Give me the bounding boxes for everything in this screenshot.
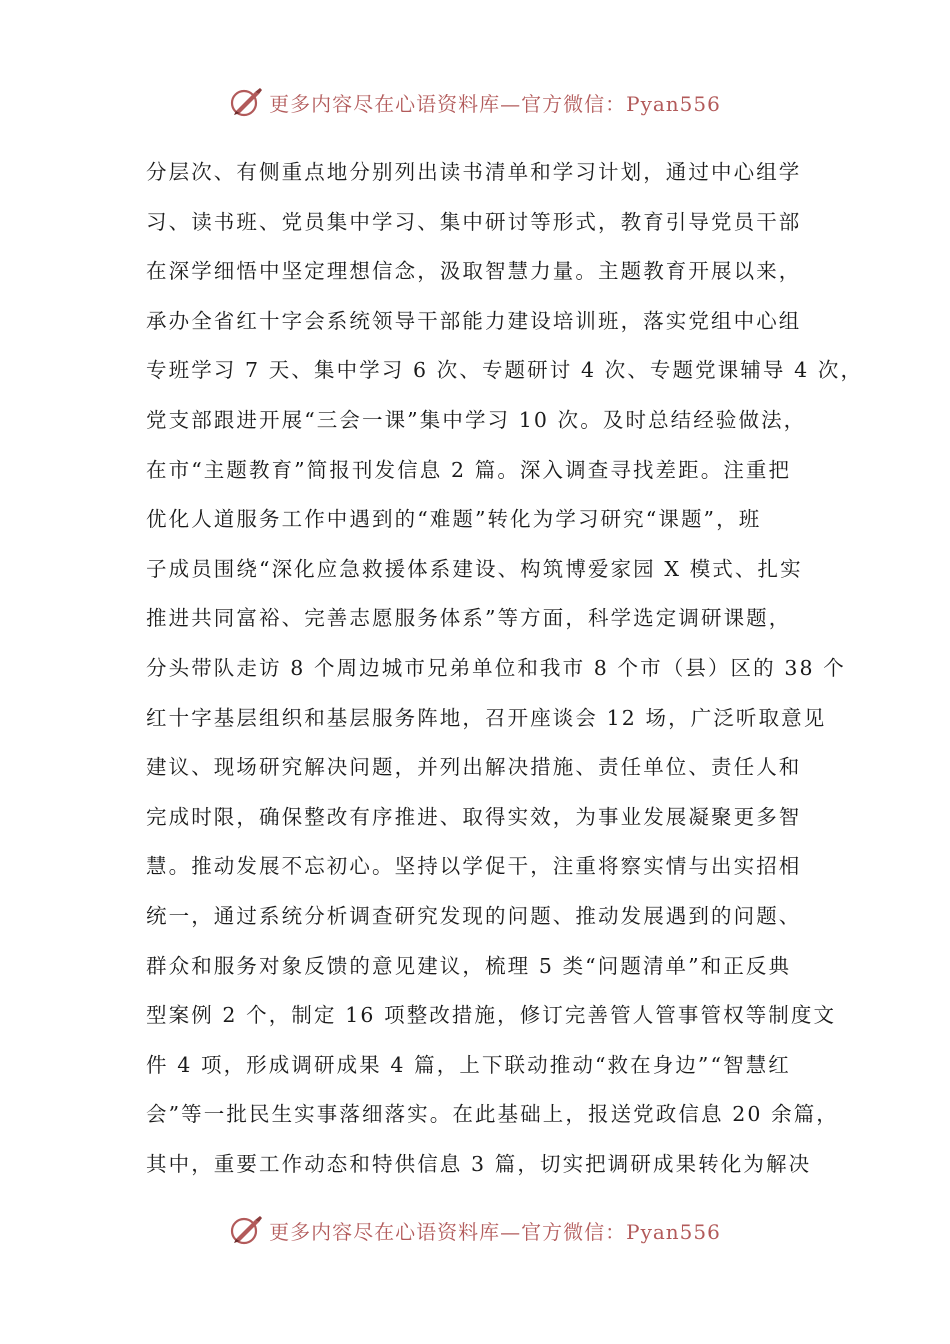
body-text-line: 子成员围绕“深化应急救援体系建设、构筑博爱家园 X 模式、扎实 [146,556,803,581]
header-banner-text: 更多内容尽在心语资料库—官方微信：Pyan556 [269,91,721,116]
body-text-line: 推进共同富裕、完善志愿服务体系”等方面，科学选定调研课题， [146,606,792,631]
body-text-line: 红十字基层组织和基层服务阵地，召开座谈会 12 场，广泛听取意见 [146,705,827,730]
body-text-line: 统一，通过系统分析调查研究发现的问题、推动发展遇到的问题、 [146,903,802,928]
body-text-line: 型案例 2 个，制定 16 项整改措施，修订完善管人管事管权等制度文 [146,1003,837,1028]
body-text-line: 承办全省红十字会系统领导干部能力建设培训班，落实党组中心组 [146,308,802,333]
body-text-line: 会”等一批民生实事落细落实。在此基础上，报送党政信息 20 余篇， [146,1102,839,1127]
body-text-line: 专班学习 7 天、集中学习 6 次、专题研讨 4 次、专题党课辅导 4 次， [146,358,864,383]
body-text-line: 优化人道服务工作中遇到的“难题”转化为学习研究“课题”，班 [146,507,762,532]
body-text-line: 其中，重要工作动态和特供信息 3 篇，切实把调研成果转化为解决 [146,1151,812,1176]
body-text-line: 慧。推动发展不忘初心。坚持以学促干，注重将察实情与出实招相 [146,854,802,879]
body-text-line: 分层次、有侧重点地分别列出读书清单和学习计划，通过中心组学 [146,160,802,184]
footer-watermark-banner [0,1210,950,1250]
body-text-line: 在市“主题教育”简报刊发信息 2 篇。深入调查寻找差距。注重把 [146,457,792,482]
body-text-line: 分头带队走访 8 个周边城市兄弟单位和我市 8 个市（县）区的 38 个 [146,655,846,680]
body-text-line: 完成时限，确保整改有序推进、取得实效，为事业发展凝聚更多智 [146,804,802,829]
body-text-line: 习、读书班、党员集中学习、集中研讨等形式，教育引导党员干部 [146,209,802,234]
pen-logo-icon [229,85,263,119]
body-text-line: 群众和服务对象反馈的意见建议，梳理 5 类“问题清单”和正反典 [146,953,792,978]
pen-logo-icon [229,1213,263,1247]
footer-banner-text: 更多内容尽在心语资料库—官方微信：Pyan556 [269,1219,721,1244]
document-body [146,148,864,1189]
body-text-line: 件 4 项，形成调研成果 4 篇，上下联动推动“救在身边”“智慧红 [146,1052,791,1077]
body-text-line: 建议、现场研究解决问题，并列出解决措施、责任单位、责任人和 [146,755,802,780]
header-watermark-banner [0,82,950,122]
body-text-line: 党支部跟进开展“三会一课”集中学习 10 次。及时总结经验做法， [146,407,807,432]
body-text-line: 在深学细悟中坚定理想信念，汲取智慧力量。主题教育开展以来， [146,259,802,284]
